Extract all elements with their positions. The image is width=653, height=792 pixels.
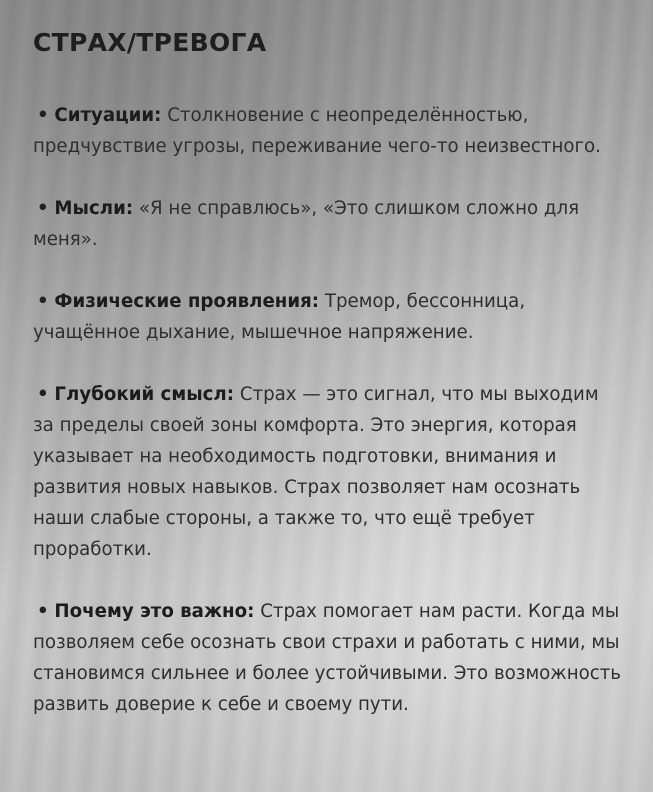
section-label: Почему это важно: bbox=[54, 601, 255, 622]
section-thoughts bbox=[33, 193, 623, 255]
section-physical bbox=[33, 286, 623, 348]
section-label: Глубокий смысл: bbox=[54, 384, 235, 405]
page-title: СТРАХ/ТРЕВОГА bbox=[33, 28, 267, 57]
section-label: Ситуации: bbox=[54, 105, 162, 126]
bullet-marker: • bbox=[37, 291, 49, 312]
section-deep-meaning bbox=[33, 379, 623, 565]
document-page bbox=[33, 26, 623, 751]
section-text: «Я не справлюсь», «Это слишком сложно для меня». bbox=[33, 198, 580, 250]
section-situations bbox=[33, 100, 623, 162]
section-text: Страх — это сигнал, что мы выходим за пределы своей зоны комфорта. Это энергия, которая указывает на необходимость подготовки, внимания и развития новых навыков. Страх позволяет нам осознать наши слабые стороны, а также то, что ещё требует проработки. bbox=[33, 384, 599, 560]
bullet-marker: • bbox=[37, 105, 49, 126]
section-label: Физические проявления: bbox=[54, 291, 320, 312]
section-label: Мысли: bbox=[54, 198, 134, 219]
section-text: Тремор, бессонница, учащённое дыхание, мышечное напряжение. bbox=[33, 291, 526, 343]
bullet-marker: • bbox=[37, 198, 49, 219]
section-text: Столкновение с неопределённостью, предчувствие угрозы, переживание чего-то неизвестного. bbox=[33, 105, 601, 157]
section-text: Страх помогает нам расти. Когда мы позволяем себе осознать свои страхи и работать с ними, мы становимся сильнее и более устойчивыми. Это возможность развить доверие к себе и своему пути. bbox=[33, 601, 622, 715]
bullet-marker: • bbox=[37, 384, 49, 405]
section-why-important bbox=[33, 596, 623, 720]
bullet-marker: • bbox=[37, 601, 49, 622]
